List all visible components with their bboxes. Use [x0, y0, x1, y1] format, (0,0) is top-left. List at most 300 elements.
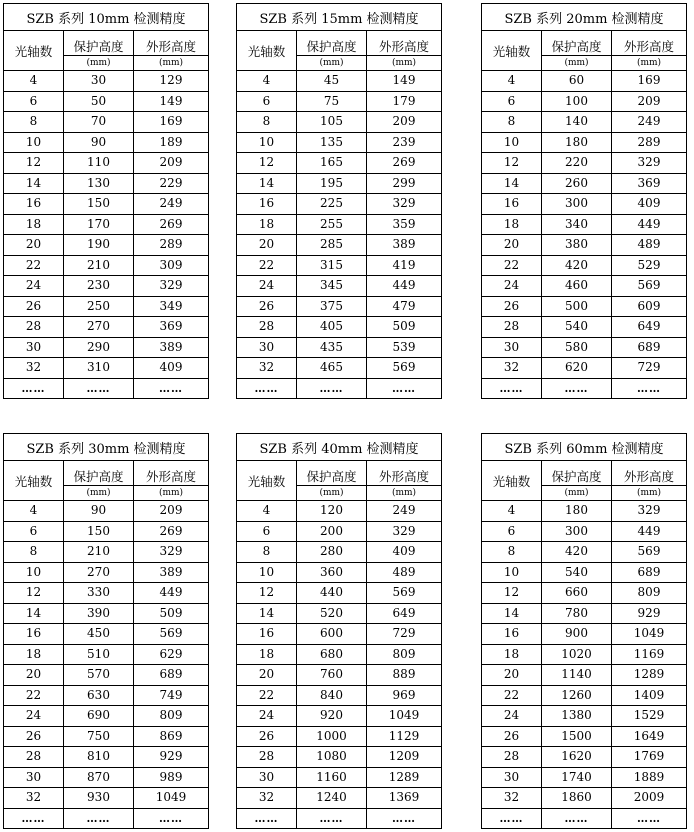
table-cell: 24 [4, 706, 64, 727]
table-cell: 4 [4, 501, 64, 522]
table-row [482, 71, 687, 92]
table-cell: 330 [64, 583, 134, 604]
table-cell: …… [612, 808, 687, 829]
table-cell: …… [542, 808, 612, 829]
table-cell: 309 [134, 255, 209, 276]
ellipsis-row [237, 808, 442, 829]
ellipsis-row [482, 378, 687, 399]
table-cell: 810 [64, 747, 134, 768]
table-cell: 10 [237, 562, 297, 583]
table-cell: 600 [297, 624, 367, 645]
table-row [482, 562, 687, 583]
table-cell: 4 [482, 71, 542, 92]
table-cell: 10 [4, 562, 64, 583]
table-row [4, 542, 209, 563]
table-cell: 28 [482, 747, 542, 768]
table-row [237, 501, 442, 522]
table-row [4, 71, 209, 92]
table-cell: …… [64, 378, 134, 399]
table-cell: 1500 [542, 726, 612, 747]
table-row [237, 685, 442, 706]
table-cell: 285 [297, 235, 367, 256]
table-row [237, 112, 442, 133]
table-cell: 6 [482, 521, 542, 542]
table-cell: 489 [367, 562, 442, 583]
table-cell: 1129 [367, 726, 442, 747]
table-row [4, 235, 209, 256]
table-row [482, 132, 687, 153]
table-row [482, 644, 687, 665]
table-cell: 390 [64, 603, 134, 624]
table-cell: 16 [4, 194, 64, 215]
table-cell: 170 [64, 214, 134, 235]
table-cell: 6 [237, 91, 297, 112]
table-cell: 239 [367, 132, 442, 153]
table-cell: 520 [297, 603, 367, 624]
table-cell: 26 [4, 726, 64, 747]
table-cell: 289 [612, 132, 687, 153]
spec-table-30mm [3, 433, 209, 829]
table-row [482, 603, 687, 624]
table-cell: 200 [297, 521, 367, 542]
table-cell: 28 [237, 317, 297, 338]
table-cell: 689 [612, 562, 687, 583]
spec-table-10mm [3, 3, 209, 399]
table-row [4, 91, 209, 112]
table-cell: 24 [237, 706, 297, 727]
table-cell: 420 [542, 255, 612, 276]
table-row [482, 214, 687, 235]
table-cell: 14 [4, 173, 64, 194]
table-cell: 310 [64, 358, 134, 379]
table-cell: 129 [134, 71, 209, 92]
table-cell: 689 [612, 337, 687, 358]
table-row [237, 317, 442, 338]
table-cell: 300 [542, 194, 612, 215]
table-cell: 510 [64, 644, 134, 665]
table-cell: 329 [612, 153, 687, 174]
table-cell: 1020 [542, 644, 612, 665]
table-cell: …… [367, 378, 442, 399]
table-cell: 20 [4, 665, 64, 686]
table-cell: 18 [4, 214, 64, 235]
table-cell: 4 [237, 501, 297, 522]
table-cell: 920 [297, 706, 367, 727]
table-cell: 649 [367, 603, 442, 624]
table-cell: 14 [237, 603, 297, 624]
table-cell: 220 [542, 153, 612, 174]
table-cell: 969 [367, 685, 442, 706]
table-cell: 1380 [542, 706, 612, 727]
table-cell: 105 [297, 112, 367, 133]
table-cell: 629 [134, 644, 209, 665]
table-cell: 90 [64, 132, 134, 153]
table-row [237, 337, 442, 358]
table-cell: 450 [64, 624, 134, 645]
table-row [4, 624, 209, 645]
table-cell: 620 [542, 358, 612, 379]
table-cell: 1049 [367, 706, 442, 727]
table-cell: 1169 [612, 644, 687, 665]
table-cell: 329 [367, 194, 442, 215]
col-header-axis-count: 光轴数 [237, 461, 297, 501]
table-cell: 135 [297, 132, 367, 153]
table-cell: 540 [542, 562, 612, 583]
table-cell: 270 [64, 317, 134, 338]
table-cell: 18 [237, 214, 297, 235]
table-cell: 18 [482, 644, 542, 665]
table-cell: 16 [237, 194, 297, 215]
table-row [4, 214, 209, 235]
table-title: SZB 系列 20mm 检测精度 [482, 4, 687, 31]
table-cell: 149 [134, 91, 209, 112]
table-cell: 24 [237, 276, 297, 297]
table-cell: 489 [612, 235, 687, 256]
table-cell: 375 [297, 296, 367, 317]
table-cell: 1409 [612, 685, 687, 706]
table-row [482, 276, 687, 297]
table-cell: 1049 [134, 788, 209, 809]
table-cell: 809 [367, 644, 442, 665]
table-cell: 1240 [297, 788, 367, 809]
table-cell: 16 [482, 624, 542, 645]
unit-label: (mm) [64, 56, 134, 71]
table-cell: 409 [134, 358, 209, 379]
table-row [4, 521, 209, 542]
table-cell: 929 [612, 603, 687, 624]
col-header-protect-height: 保护高度 [542, 461, 612, 486]
table-cell: 24 [4, 276, 64, 297]
table-cell: 229 [134, 173, 209, 194]
table-cell: 22 [4, 255, 64, 276]
unit-label: (mm) [612, 56, 687, 71]
table-cell: 32 [482, 788, 542, 809]
table-cell: 1260 [542, 685, 612, 706]
table-row [237, 726, 442, 747]
table-cell: 26 [482, 726, 542, 747]
table-cell: 30 [4, 767, 64, 788]
table-row [4, 276, 209, 297]
table-row [482, 767, 687, 788]
table-cell: 179 [367, 91, 442, 112]
table-cell: 840 [297, 685, 367, 706]
table-cell: 449 [612, 214, 687, 235]
table-cell: 32 [4, 788, 64, 809]
table-cell: 12 [237, 153, 297, 174]
table-cell: 100 [542, 91, 612, 112]
col-header-outer-height: 外形高度 [367, 461, 442, 486]
table-cell: 509 [367, 317, 442, 338]
table-row [237, 214, 442, 235]
table-cell: 329 [367, 521, 442, 542]
table-cell: 1289 [367, 767, 442, 788]
table-row [4, 747, 209, 768]
table-cell: 729 [612, 358, 687, 379]
col-header-axis-count: 光轴数 [4, 31, 64, 71]
col-header-axis-count: 光轴数 [4, 461, 64, 501]
table-cell: 449 [612, 521, 687, 542]
table-row [237, 747, 442, 768]
table-row [482, 706, 687, 727]
table-cell: 435 [297, 337, 367, 358]
table-cell: 22 [4, 685, 64, 706]
table-row [4, 501, 209, 522]
table-cell: 14 [237, 173, 297, 194]
table-cell: 809 [134, 706, 209, 727]
table-row [237, 255, 442, 276]
table-cell: …… [482, 808, 542, 829]
table-cell: 929 [134, 747, 209, 768]
table-row [482, 747, 687, 768]
table-row [482, 501, 687, 522]
table-cell: 20 [237, 235, 297, 256]
table-cell: 22 [237, 685, 297, 706]
table-cell: 280 [297, 542, 367, 563]
table-row [237, 91, 442, 112]
table-cell: 130 [64, 173, 134, 194]
table-row [237, 235, 442, 256]
table-row [482, 173, 687, 194]
table-cell: 409 [612, 194, 687, 215]
table-cell: 269 [367, 153, 442, 174]
table-cell: 14 [4, 603, 64, 624]
table-row [237, 71, 442, 92]
table-cell: 989 [134, 767, 209, 788]
table-row [482, 296, 687, 317]
table-cell: 8 [4, 112, 64, 133]
unit-label: (mm) [542, 486, 612, 501]
table-row [4, 685, 209, 706]
table-cell: 18 [482, 214, 542, 235]
table-cell: 4 [4, 71, 64, 92]
table-cell: 4 [237, 71, 297, 92]
table-cell: 660 [542, 583, 612, 604]
unit-label: (mm) [367, 486, 442, 501]
table-cell: 209 [134, 501, 209, 522]
table-cell: 12 [237, 583, 297, 604]
table-cell: …… [612, 378, 687, 399]
table-cell: 32 [237, 788, 297, 809]
table-cell: 269 [134, 521, 209, 542]
table-cell: 32 [4, 358, 64, 379]
table-row [482, 153, 687, 174]
table-cell: 20 [237, 665, 297, 686]
table-cell: 329 [134, 542, 209, 563]
table-cell: 12 [4, 583, 64, 604]
table-title: SZB 系列 30mm 检测精度 [4, 434, 209, 461]
table-cell: 20 [482, 665, 542, 686]
col-header-outer-height: 外形高度 [612, 31, 687, 56]
table-cell: 45 [297, 71, 367, 92]
table-row [4, 337, 209, 358]
table-cell: 500 [542, 296, 612, 317]
table-cell: 1000 [297, 726, 367, 747]
table-row [4, 665, 209, 686]
table-cell: 20 [482, 235, 542, 256]
table-cell: 209 [612, 91, 687, 112]
table-cell: …… [237, 378, 297, 399]
table-row [4, 112, 209, 133]
table-cell: 120 [297, 501, 367, 522]
table-row [482, 358, 687, 379]
table-cell: 30 [64, 71, 134, 92]
table-row [482, 194, 687, 215]
col-header-axis-count: 光轴数 [482, 461, 542, 501]
table-cell: 20 [4, 235, 64, 256]
table-row [482, 542, 687, 563]
table-cell: 24 [482, 706, 542, 727]
table-cell: 1160 [297, 767, 367, 788]
table-title: SZB 系列 60mm 检测精度 [482, 434, 687, 461]
table-cell: 8 [237, 112, 297, 133]
col-header-protect-height: 保护高度 [64, 31, 134, 56]
table-cell: 8 [482, 542, 542, 563]
unit-label: (mm) [612, 486, 687, 501]
table-cell: 6 [4, 91, 64, 112]
table-row [237, 788, 442, 809]
table-cell: 540 [542, 317, 612, 338]
table-cell: 230 [64, 276, 134, 297]
table-row [237, 583, 442, 604]
table-row [4, 153, 209, 174]
table-row [482, 788, 687, 809]
table-cell: 14 [482, 173, 542, 194]
table-cell: 380 [542, 235, 612, 256]
table-cell: 405 [297, 317, 367, 338]
table-cell: 140 [542, 112, 612, 133]
table-row [4, 358, 209, 379]
table-cell: 369 [612, 173, 687, 194]
table-cell: 16 [237, 624, 297, 645]
table-cell: 630 [64, 685, 134, 706]
table-cell: 2009 [612, 788, 687, 809]
table-row [237, 194, 442, 215]
table-cell: 479 [367, 296, 442, 317]
ellipsis-row [4, 808, 209, 829]
table-cell: 1769 [612, 747, 687, 768]
table-row [4, 644, 209, 665]
table-cell: 28 [4, 747, 64, 768]
table-cell: 449 [134, 583, 209, 604]
table-row [4, 317, 209, 338]
unit-label: (mm) [134, 56, 209, 71]
table-row [4, 788, 209, 809]
table-cell: 150 [64, 521, 134, 542]
table-cell: 209 [367, 112, 442, 133]
table-cell: 10 [482, 132, 542, 153]
table-cell: 729 [367, 624, 442, 645]
ellipsis-row [482, 808, 687, 829]
table-cell: 1620 [542, 747, 612, 768]
table-cell: …… [134, 378, 209, 399]
table-row [4, 603, 209, 624]
table-cell: …… [482, 378, 542, 399]
table-cell: 6 [482, 91, 542, 112]
table-cell: 609 [612, 296, 687, 317]
table-cell: 180 [542, 501, 612, 522]
table-row [482, 317, 687, 338]
table-cell: 190 [64, 235, 134, 256]
table-cell: 255 [297, 214, 367, 235]
table-cell: 32 [237, 358, 297, 379]
table-cell: 22 [237, 255, 297, 276]
table-cell: 1860 [542, 788, 612, 809]
table-row [237, 296, 442, 317]
table-cell: 26 [4, 296, 64, 317]
table-cell: 569 [134, 624, 209, 645]
table-cell: …… [297, 378, 367, 399]
table-cell: 18 [4, 644, 64, 665]
table-cell: 760 [297, 665, 367, 686]
table-cell: 165 [297, 153, 367, 174]
unit-label: (mm) [297, 56, 367, 71]
table-cell: 28 [4, 317, 64, 338]
table-row [4, 194, 209, 215]
table-cell: 1289 [612, 665, 687, 686]
table-cell: 24 [482, 276, 542, 297]
table-row [4, 706, 209, 727]
table-cell: 30 [482, 337, 542, 358]
table-cell: 420 [542, 542, 612, 563]
table-cell: 460 [542, 276, 612, 297]
table-row [482, 665, 687, 686]
col-header-outer-height: 外形高度 [134, 31, 209, 56]
table-cell: 689 [134, 665, 209, 686]
table-cell: 440 [297, 583, 367, 604]
table-row [237, 603, 442, 624]
table-row [237, 521, 442, 542]
table-cell: 50 [64, 91, 134, 112]
table-row [482, 521, 687, 542]
table-cell: 389 [134, 337, 209, 358]
col-header-axis-count: 光轴数 [482, 31, 542, 71]
table-cell: 270 [64, 562, 134, 583]
table-cell: 340 [542, 214, 612, 235]
table-cell: 22 [482, 255, 542, 276]
table-cell: 210 [64, 255, 134, 276]
table-cell: 419 [367, 255, 442, 276]
table-row [4, 562, 209, 583]
table-cell: 1369 [367, 788, 442, 809]
table-cell: 570 [64, 665, 134, 686]
table-cell: 580 [542, 337, 612, 358]
table-row [237, 665, 442, 686]
ellipsis-row [237, 378, 442, 399]
table-cell: 26 [482, 296, 542, 317]
table-cell: …… [4, 808, 64, 829]
table-cell: 260 [542, 173, 612, 194]
table-cell: 28 [237, 747, 297, 768]
table-cell: 569 [367, 358, 442, 379]
table-cell: 6 [237, 521, 297, 542]
table-cell: 300 [542, 521, 612, 542]
unit-label: (mm) [367, 56, 442, 71]
table-cell: 690 [64, 706, 134, 727]
table-cell: 149 [367, 71, 442, 92]
table-cell: 359 [367, 214, 442, 235]
table-row [237, 153, 442, 174]
table-cell: 529 [612, 255, 687, 276]
table-cell: 680 [297, 644, 367, 665]
table-cell: 1529 [612, 706, 687, 727]
table-cell: …… [542, 378, 612, 399]
table-cell: 509 [134, 603, 209, 624]
table-cell: 889 [367, 665, 442, 686]
table-cell: 18 [237, 644, 297, 665]
table-row [237, 276, 442, 297]
table-cell: 30 [482, 767, 542, 788]
table-cell: 22 [482, 685, 542, 706]
